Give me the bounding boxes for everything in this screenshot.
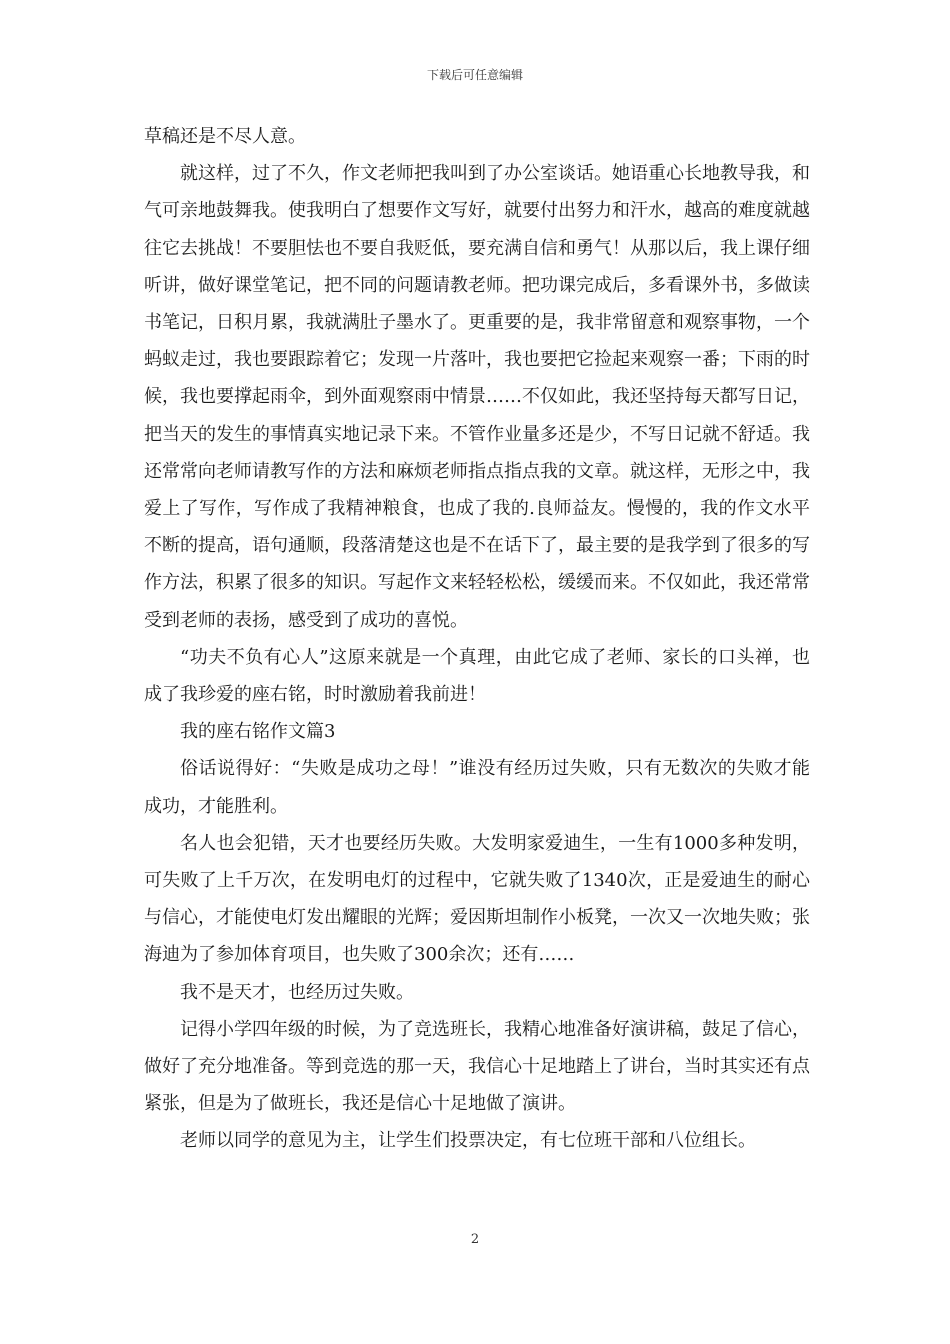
paragraph-8: 老师以同学的意见为主，让学生们投票决定，有七位班干部和八位组长。 (180, 1130, 756, 1152)
section-heading: 我的座右铭作文篇3 (180, 721, 336, 743)
page-header: 下载后可任意编辑 (426, 68, 523, 82)
paragraph-4: 俗话说得好：“失败是成功之母！”谁没有经历过失败，只有无数次的失败才能成功，才能胜利。 (144, 758, 810, 817)
paragraph-6: 我不是天才，也经历过失败。 (180, 981, 414, 1003)
paragraph-5: 名人也会犯错，天才也要经历失败。大发明家爱迪生，一生有1000多种发明，可失败了上千万次，在发明电灯的过程中，它就失败了1340次，正是爱迪生的耐心与信心，才能使电灯发出耀眼的光辉；爱因斯坦制作小板凳，一次又一次地失败；张海迪为了参加体育项目，也失败了300余次；还有…… (144, 832, 810, 966)
paragraph-7: 记得小学四年级的时候，为了竞选班长，我精心地准备好演讲稿，鼓足了信心，做好了充分地准备。等到竞选的那一天，我信心十足地踏上了讲台，当时其实还有点紧张，但是为了做班长，我还是信心十足地做了演讲。 (144, 1018, 810, 1115)
paragraph-1: 草稿还是不尽人意。 (144, 126, 306, 147)
document-body (144, 118, 810, 1160)
page-number: 2 (470, 1232, 480, 1247)
paragraph-3: “功夫不负有心人”这原来就是一个真理，由此它成了老师、家长的口头禅，也成了我珍爱的座右铭，时时激励着我前进！ (144, 646, 810, 706)
paragraph-2: 就这样，过了不久，作文老师把我叫到了办公室谈话。她语重心长地教导我，和气可亲地鼓舞我。使我明白了想要作文写好，就要付出努力和汗水，越高的难度就越往它去挑战！不要胆怯也不要自我贬低，要充满自信和勇气！从那以后，我上课仔细听讲，做好课堂笔记，把不同的问题请教老师。把功课完成后，多看课外书，多做读书笔记，日积月累，我就满肚子墨水了。更重要的是，我非常留意和观察事物，一个蚂蚁走过，我也要跟踪着它；发现一片落叶，我也要把它捡起来观察一番；下雨的时候，我也要撑起雨伞，到外面观察雨中情景……不仅如此，我还坚持每天都写日记，把当天的发生的事情真实地记录下来。不管作业量多还是少，不写日记就不舒适。我还常常向老师请教写作的方法和麻烦老师指点指点我的文章。就这样，无形之中，我爱上了写作，写作成了我精神粮食，也成了我的.良师益友。慢慢的，我的作文水平不断的提高，语句通顺，段落清楚这也是不在话下了，最主要的是我学到了很多的写作方法，积累了很多的知识。写起作文来轻轻松松，缓缓而来。不仅如此，我还常常受到老师的表扬，感受到了成功的喜悦。 (144, 163, 810, 631)
